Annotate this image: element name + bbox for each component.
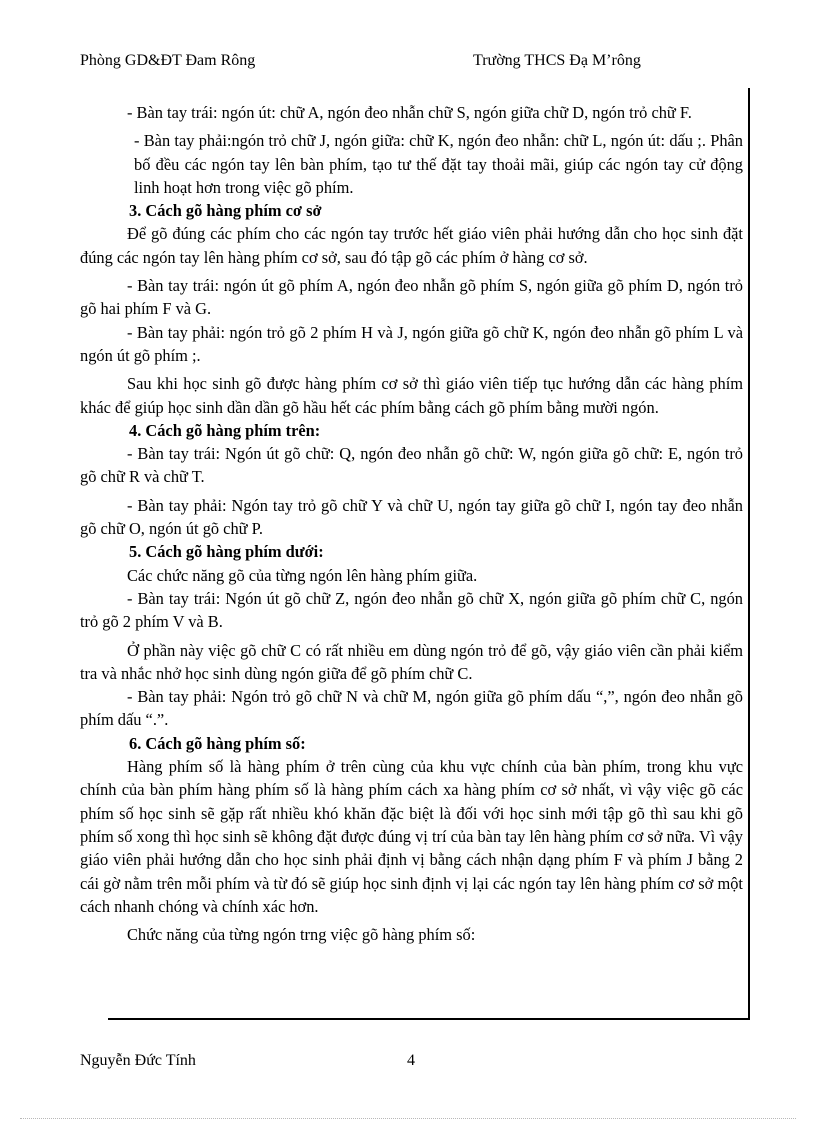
page-number: 4 [407,1052,415,1069]
page-bottom-edge [20,1118,796,1119]
heading-top-row: 4. Cách gõ hàng phím trên: [129,420,321,440]
paragraph-bottom-row-left-hand: - Bàn tay trái: Ngón út gõ chữ Z, ngón đeo nhẫn gõ chữ X, ngón giữa gõ phím chữ C, ngón trỏ gõ 2 phím V và B. [80,588,743,632]
paragraph-bottom-row-note: Ở phần này việc gõ chữ C có rất nhiều em dùng ngón trỏ để gõ, vậy giáo viên cần phải kiểm tra và nhắc nhở học sinh dùng ngón giữa để gõ phím chữ C. [80,640,743,683]
footer-author: Nguyễn Đức Tính [80,1052,196,1069]
page-footer [80,1052,740,1074]
paragraph-number-row-body: Hàng phím số là hàng phím ở trên cùng của khu vực chính của bàn phím, trong khu vực chính của bàn phím hàng phím số là hàng phím cách xa hàng phím cơ sở nhất, vì vậy việc gõ các phím số học sinh sẽ gặp rất nhiều khó khăn đặc biệt là đối với học sinh mới tập gõ thì sau khi gõ phím số xong thì học sinh sẽ không đặt được đúng vị trí của bàn tay lên hàng phím cơ sở nữa. Vì vậy giáo viên phải hướng dẫn cho học sinh phải định vị bằng cách nhận dạng phím F và phím J bằng 2 cái gờ nằm trên mỗi phím và từ đó sẽ giúp học sinh định vị lại các ngón tay lên hàng phím cơ sở một cách nhanh chóng và chính xác hơn. [80,757,743,916]
header-department: Phòng GD&ĐT Đam Rông [80,52,256,69]
header-school: Trường THCS Đạ M’rông [473,52,641,69]
page-body [80,101,743,946]
heading-bottom-row: 5. Cách gõ hàng phím dưới: [129,542,324,562]
paragraph-top-row-left-hand: - Bàn tay trái: Ngón út gõ chữ: Q, ngón đeo nhẫn gõ chữ: W, ngón giữa gõ chữ: E, ngón trỏ gõ chữ R và chữ T. [80,444,743,487]
paragraph-number-row-functions: Chức năng của từng ngón trng việc gõ hàng phím số: [127,925,476,945]
heading-home-row: 3. Cách gõ hàng phím cơ sở [129,201,322,221]
paragraph-bottom-row-right-hand: - Bàn tay phải: Ngón trỏ gõ chữ N và chữ M, ngón giữa gõ phím dấu “,”, ngón đeo nhẫn gõ phím dấu “.”. [80,687,743,730]
paragraph-home-row-next-steps: Sau khi học sinh gõ được hàng phím cơ sở thì giáo viên tiếp tục hướng dẫn các hàng phím khác để giúp học sinh dần dần gõ hầu hết các phím bằng cách gõ phím bằng mười ngón. [80,374,743,417]
paragraph-home-row-right-hand: - Bàn tay phải: ngón trỏ gõ 2 phím H và J, ngón giữa gõ chữ K, ngón đeo nhẫn gõ phím L và ngón út gõ phím ;. [80,322,743,365]
paragraph-right-hand-home-keys: - Bàn tay phải:ngón trỏ chữ J, ngón giữa: chữ K, ngón đeo nhẫn: chữ L, ngón út: dấu ;. Phân bố đều các ngón tay lên bàn phím, tạo tư thế đặt tay thoải mãi, giúp các ngón tay cử động linh hoạt hơn trong việc gõ phím. [134,131,743,197]
heading-number-row: 6. Cách gõ hàng phím số: [129,733,306,753]
page-header [80,52,740,74]
paragraph-left-hand-home-keys: - Bàn tay trái: ngón út: chữ A, ngón đeo nhẫn chữ S, ngón giữa chữ D, ngón trỏ chữ F. [127,103,692,122]
paragraph-home-row-left-hand: - Bàn tay trái: ngón út gõ phím A, ngón đeo nhẫn gõ phím S, ngón giữa gõ phím D, ngón trỏ gõ hai phím F và G. [80,276,743,319]
paragraph-top-row-right-hand: - Bàn tay phải: Ngón tay trỏ gõ chữ Y và chữ U, ngón tay giữa gõ chữ I, ngón tay đeo nhẫn gõ chữ O, ngón út gõ chữ P. [80,495,743,539]
paragraph-bottom-row-intro: Các chức năng gõ của từng ngón lên hàng phím giữa. [127,565,478,585]
paragraph-home-row-intro: Để gõ đúng các phím cho các ngón tay trước hết giáo viên phải hướng dẫn cho học sinh đặt đúng các ngón tay lên hàng phím cơ sở, sau đó tập gõ các phím ở hàng cơ sở. [80,224,743,267]
